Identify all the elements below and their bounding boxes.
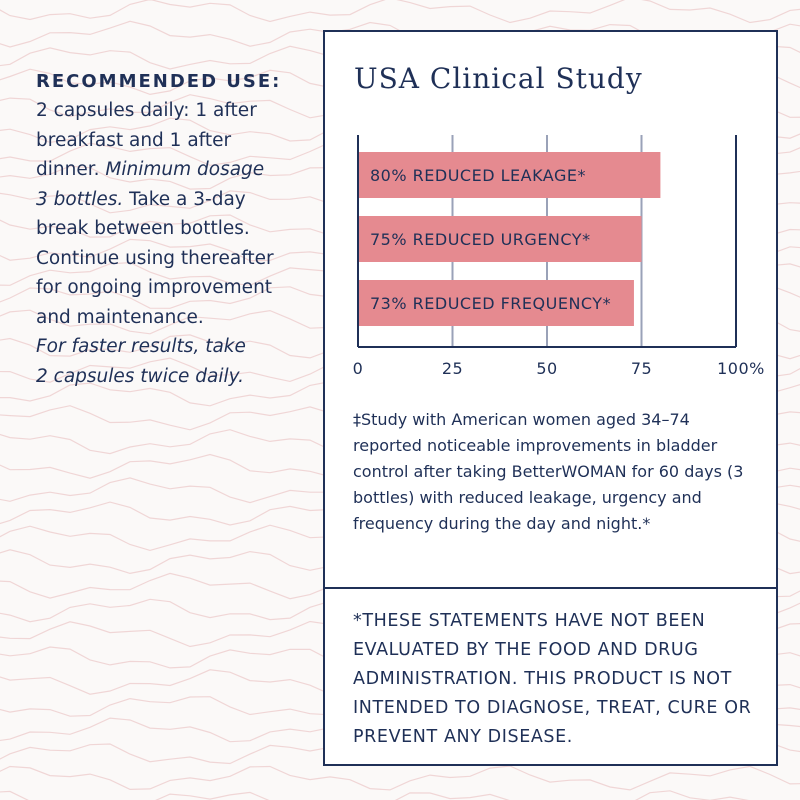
rec-line: break between bottles. [36,218,250,239]
recommended-use-text [36,96,308,391]
bar-chart [325,32,776,392]
clinical-study-panel [323,30,778,766]
recommended-use-heading: RECOMMENDED USE: [36,71,282,92]
background-wave-line [0,766,800,790]
bar-label: 80% REDUCED LEAKAGE* [370,166,586,185]
x-tick-label: 75 [630,359,653,378]
recommended-use-section [36,68,308,391]
rec-line-part: dinner. [36,159,106,180]
rec-line [36,185,308,215]
fda-disclaimer: *THESE STATEMENTS HAVE NOT BEEN EVALUATED BY THE FOOD AND DRUG ADMINISTRATION. THIS PRODUCT IS NOT INTENDED TO DIAGNOSE, TREAT, CURE OR PREVENT ANY DISEASE. [353,611,752,747]
chart-title: USA Clinical Study [354,62,643,95]
x-tick-label: 100% [717,359,765,378]
panel-divider [325,587,776,589]
rec-line: for ongoing improvement [36,277,273,298]
rec-line-part: Take a 3-day [123,188,246,210]
rec-line [36,155,308,185]
x-tick-label: 50 [536,359,558,378]
rec-line: breakfast and 1 after [36,129,232,151]
rec-line-part-italic: Minimum dosage [105,159,265,180]
rec-line: 2 capsules daily: 1 after [36,100,257,121]
rec-line: 2 capsules twice daily. [36,365,245,387]
study-footnote: ‡Study with American women aged 34–74 reported noticeable improvements in bladder control after taking BetterWOMAN for 60 days (3 bottles) with reduced leakage, urgency and frequency during the day and night.* [353,410,744,533]
bar-label: 73% REDUCED FREQUENCY* [370,294,612,313]
rec-line: Continue using thereafter [36,247,274,269]
rec-line-part-italic: 3 bottles. [36,188,124,210]
rec-line: and maintenance. [36,306,204,328]
x-tick-label: 25 [441,359,464,378]
background-wave-line [0,0,800,23]
rec-line: For faster results, take [36,336,246,357]
x-tick-label: 0 [352,359,364,378]
background-wave-line [0,791,800,800]
bar-label: 75% REDUCED URGENCY* [370,230,591,249]
